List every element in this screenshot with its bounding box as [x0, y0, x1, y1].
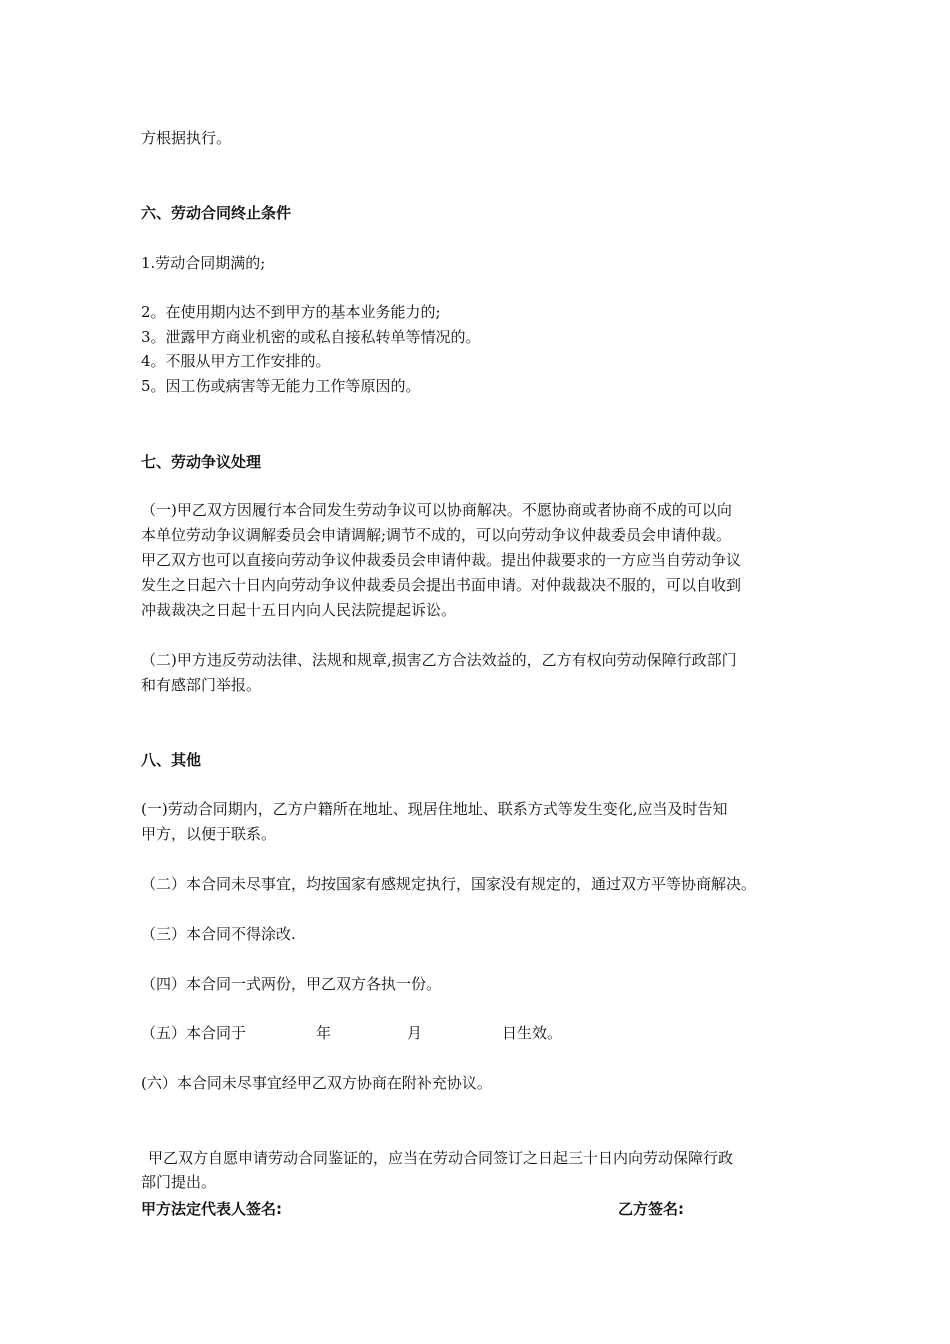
year-label: 年	[316, 1024, 332, 1042]
section-6-item-4: 4。不服从甲方工作安排的。	[141, 352, 331, 370]
section-7-para-1-line-4: 发生之日起六十日内向劳动争议仲裁委员会提出书面申请。对仲裁裁决不服的，可以自收到	[141, 576, 742, 594]
section-8-heading: 八、其他	[141, 751, 202, 769]
section-6-item-2: 2。在使用期内达不到甲方的基本业务能力的;	[141, 303, 441, 321]
section-6-item-3: 3。泄露甲方商业机密的或私自接私转单等情况的。	[141, 328, 481, 346]
section-8-item-3: （三）本合同不得涂改.	[141, 925, 296, 943]
section-8-item-1-line-2: 甲方，以便于联系。	[141, 825, 277, 843]
day-label: 日生效。	[502, 1024, 563, 1042]
section-8-item-6: (六）本合同未尽事宜经甲乙双方协商在附补充协议。	[141, 1074, 492, 1092]
section-6-item-5: 5。因工伤或病害等无能力工作等原因的。	[141, 377, 421, 395]
closing-line-1: 甲乙双方自愿申请劳动合同鉴证的，应当在劳动合同签订之日起三十日内向劳动保障行政	[148, 1149, 734, 1167]
closing-line-2: 部门提出。	[141, 1173, 217, 1191]
section-6-heading: 六、劳动合同终止条件	[141, 204, 292, 222]
section-8-item-2: （二）本合同未尽事宜，均按国家有感规定执行，国家没有规定的，通过双方平等协商解决。	[141, 875, 757, 893]
party-a-signature-label: 甲方法定代表人签名:	[141, 1200, 282, 1218]
section-6-item-1: 1.劳动合同期满的;	[141, 254, 266, 272]
section-7-heading: 七、劳动争议处理	[141, 453, 262, 471]
section-7-para-1-line-5: 冲裁裁决之日起十五日内向人民法院提起诉讼。	[141, 601, 457, 619]
section-7-para-1-line-2: 本单位劳动争议调解委员会申请调解;调节不成的，可以向劳动争议仲裁委员会申请仲裁。	[141, 526, 732, 544]
section-7-para-1-line-1: （一)甲乙双方因履行本合同发生劳动争议可以协商解决。不愿协商或者协商不成的可以向	[141, 501, 732, 519]
section-7-para-2-line-2: 和有感部门举报。	[141, 676, 262, 694]
section-7-para-1-line-3: 甲乙双方也可以直接向劳动争议仲裁委员会申请仲裁。提出仲裁要求的一方应当自劳动争议	[141, 551, 742, 569]
section-7-para-2-line-1: （二)甲方违反劳动法律、法规和规章,损害乙方合法效益的，乙方有权向劳动保障行政部门	[141, 651, 737, 669]
month-label: 月	[407, 1024, 423, 1042]
continuation-text: 方根据执行。	[141, 129, 232, 147]
party-b-signature-label: 乙方签名:	[618, 1200, 684, 1218]
section-8-item-5	[141, 1022, 562, 1044]
section-8-item-1-line-1: (一)劳动合同期内，乙方户籍所在地址、现居住地址、联系方式等发生变化,应当及时告知	[141, 800, 728, 818]
effective-date-prefix: （五）本合同于	[141, 1024, 247, 1042]
section-8-item-4: （四）本合同一式两份，甲乙双方各执一份。	[141, 975, 442, 993]
